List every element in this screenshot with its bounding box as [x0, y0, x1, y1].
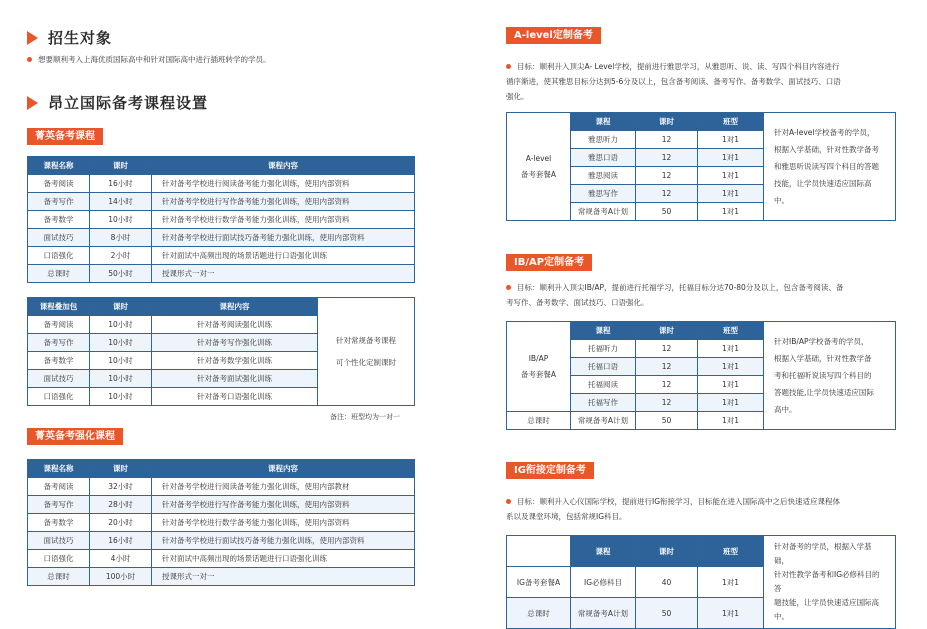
column-header: 班型: [698, 536, 764, 567]
course-content: 针对备考口语强化训练: [152, 388, 318, 406]
side-note-line: 根据入学基础，针对性教学备考: [774, 145, 879, 154]
course-name: 托福口语: [571, 358, 636, 376]
addon-side-note: [318, 298, 415, 406]
course-hours: 50小时: [90, 265, 152, 283]
course-name: 雅思阅读: [571, 167, 636, 185]
course-content: 针对备考学校进行写作备考能力强化训练，使用内部资料: [152, 496, 415, 514]
course-name: 口语强化: [28, 247, 90, 265]
course-content: 授课形式一对一: [152, 568, 415, 586]
course-name: 常规备考A计划: [571, 412, 636, 430]
course-name: 常规备考A计划: [571, 598, 636, 629]
ig-goal: [506, 494, 901, 524]
class-type: 1对1: [698, 598, 764, 629]
column-header: 课时: [636, 113, 698, 131]
elite-tag: 菁英备考课程: [27, 128, 103, 145]
column-header: 班型: [698, 322, 764, 340]
course-name: 备考写作: [28, 193, 90, 211]
course-hours: 100小时: [90, 568, 152, 586]
course-content: 授课形式一对一: [152, 265, 415, 283]
course-hours: 12: [636, 358, 698, 376]
course-content: 针对备考学校进行数学备考能力强化训练，使用内部资料: [152, 514, 415, 532]
ibap-goal-line: 考写作、备考数学、面试技巧、口语强化。: [506, 298, 649, 307]
admission-heading: [27, 27, 112, 48]
course-name: 口语强化: [28, 550, 90, 568]
course-content: 针对面试中高频出现的场景话题进行口语强化训练: [152, 247, 415, 265]
addon-remark: 备注：班型均为一对一: [330, 413, 400, 421]
table-row: [28, 568, 415, 586]
table-header-row: [507, 322, 896, 340]
side-note-line: 答题技能,让学员快速适应国际: [774, 388, 874, 397]
side-note-line: 针对备考的学员，根据入学基础，: [774, 542, 872, 565]
class-type: 1对1: [698, 412, 764, 430]
admission-text-line: [27, 54, 271, 65]
side-note-line: 高中。: [774, 405, 797, 414]
alevel-goal: [506, 59, 901, 104]
course-name: 总课时: [28, 568, 90, 586]
ibap-package-name: [507, 322, 571, 412]
addon-package-table: [27, 297, 415, 406]
total-label: 总课时: [507, 598, 571, 629]
ibap-package-table: [506, 321, 896, 430]
column-header: 课程: [571, 536, 636, 567]
triangle-bullet-icon: [27, 96, 38, 110]
table-row: [28, 247, 415, 265]
course-hours: 12: [636, 185, 698, 203]
package-name-line: 备考套餐A: [520, 169, 557, 179]
course-hours: 40: [636, 567, 698, 598]
ibap-goal-line: 目标：顺利升入顶尖IB/AP，提前进行托福学习，托福目标分达70-80分及以上，包含备考阅读、备: [517, 283, 844, 292]
course-name: 雅思口语: [571, 149, 636, 167]
table-row: [28, 193, 415, 211]
table-row: [28, 550, 415, 568]
class-type: 1对1: [698, 567, 764, 598]
course-content: 针对备考学校进行数学备考能力强化训练，使用内部资料: [152, 211, 415, 229]
course-hours: 10小时: [90, 334, 152, 352]
package-name-line: 备考套餐A: [520, 369, 557, 379]
admission-title: 招生对象: [48, 29, 113, 47]
class-type: 1对1: [698, 149, 764, 167]
class-type: 1对1: [698, 167, 764, 185]
course-hours: 50: [636, 412, 698, 430]
course-content: 针对备考数学强化训练: [152, 352, 318, 370]
column-header: 课时: [636, 536, 698, 567]
course-name: 口语强化: [28, 388, 90, 406]
table-header-row: [28, 460, 415, 478]
side-note-line: 根据入学基础，针对性教学备: [774, 354, 872, 363]
column-header: 课时: [90, 460, 152, 478]
addon-side-line: 针对常规备考课程: [336, 335, 396, 345]
ibap-goal: [506, 280, 901, 310]
side-note-line: 针对IB/AP学校备考的学员，: [774, 337, 869, 346]
class-type: 1对1: [698, 185, 764, 203]
course-name: 面试技巧: [28, 229, 90, 247]
course-content: 针对备考学校进行阅读备考能力强化训练，使用内部教材: [152, 478, 415, 496]
column-header: 课程内容: [152, 460, 415, 478]
alevel-goal-line: 目标：顺利升入顶尖A- Level学校，提前进行雅思学习，从雅思听、说、读、写四个科目内容进行: [517, 62, 840, 71]
course-content: 针对备考学校进行阅读备考能力强化训练，使用内部资料: [152, 175, 415, 193]
total-label: 总课时: [507, 412, 571, 430]
column-header: 课时: [636, 322, 698, 340]
ibap-tag: IB/AP定制备考: [506, 254, 592, 271]
courses-heading: [27, 92, 208, 113]
course-name: 备考阅读: [28, 478, 90, 496]
course-hours: 12: [636, 167, 698, 185]
column-header: 课程名称: [28, 157, 90, 175]
course-name: 雅思写作: [571, 185, 636, 203]
table-row: [28, 478, 415, 496]
column-header: 课程: [571, 113, 636, 131]
column-header: 课程内容: [152, 157, 415, 175]
course-hours: 4小时: [90, 550, 152, 568]
course-content: 针对备考写作强化训练: [152, 334, 318, 352]
course-name: 面试技巧: [28, 370, 90, 388]
alevel-package-name: [507, 113, 571, 221]
course-content: 针对备考阅读强化训练: [152, 316, 318, 334]
course-name: 托福阅读: [571, 376, 636, 394]
course-hours: 12: [636, 376, 698, 394]
course-name: 常规备考A计划: [571, 203, 636, 221]
course-hours: 12: [636, 340, 698, 358]
side-note-line: 针对性教学备考和IG必修科目的答: [774, 570, 880, 593]
dot-bullet-icon: [506, 64, 511, 69]
table-row: [28, 532, 415, 550]
course-name: 备考数学: [28, 514, 90, 532]
ig-side-note: [764, 536, 896, 629]
course-name: 备考数学: [28, 211, 90, 229]
dot-bullet-icon: [506, 285, 511, 290]
course-hours: 50: [636, 598, 698, 629]
column-header: 班型: [698, 113, 764, 131]
course-hours: 20小时: [90, 514, 152, 532]
course-name: 备考写作: [28, 334, 90, 352]
course-content: 针对备考学校进行面试技巧备考能力强化训练，使用内部资料: [152, 229, 415, 247]
alevel-goal-line: 强化。: [506, 92, 529, 101]
course-hours: 10小时: [90, 370, 152, 388]
course-hours: 12: [636, 394, 698, 412]
table-header-row: [507, 536, 896, 567]
courses-title: 昂立国际备考课程设置: [48, 94, 209, 112]
course-name: 备考写作: [28, 496, 90, 514]
ig-tag: IG衔接定制备考: [506, 462, 594, 479]
column-header: 课程: [571, 322, 636, 340]
course-name: 托福听力: [571, 340, 636, 358]
table-row: [28, 211, 415, 229]
ig-goal-line: 目标：顺利升入心仪国际学校，提前进行IG衔接学习，目标能在进入国际高中之后快速适应课程体: [517, 497, 841, 506]
ig-goal-line: 系以及课堂环境，包括常规IG科目。: [506, 512, 627, 521]
table-header-row: [28, 298, 415, 316]
course-hours: 12: [636, 149, 698, 167]
table-header-row: [507, 113, 896, 131]
course-hours: 28小时: [90, 496, 152, 514]
intensive-course-table: [27, 459, 415, 586]
course-name: 雅思听力: [571, 131, 636, 149]
column-header: 课时: [90, 157, 152, 175]
course-hours: 32小时: [90, 478, 152, 496]
class-type: 1对1: [698, 358, 764, 376]
class-type: 1对1: [698, 394, 764, 412]
admission-text: 想要顺利考入上海优质国际高中和针对国际高中进行插班转学的学员。: [38, 55, 271, 64]
ibap-side-note: [764, 322, 896, 430]
table-row: [28, 175, 415, 193]
course-hours: 16小时: [90, 175, 152, 193]
dot-bullet-icon: [27, 57, 32, 62]
addon-side-line: 可个性化定制课时: [336, 357, 396, 367]
intensive-tag: 菁英备考强化课程: [27, 428, 123, 445]
table-row: [28, 229, 415, 247]
course-name: 面试技巧: [28, 532, 90, 550]
column-header: 课程叠加包: [28, 298, 90, 316]
course-name: 总课时: [28, 265, 90, 283]
table-row: [28, 496, 415, 514]
package-name: IG备考套餐A: [507, 567, 571, 598]
class-type: 1对1: [698, 131, 764, 149]
course-hours: 10小时: [90, 388, 152, 406]
course-hours: 2小时: [90, 247, 152, 265]
course-content: 针对备考学校进行面试技巧备考能力强化训练，使用内部资料: [152, 532, 415, 550]
course-hours: 10小时: [90, 316, 152, 334]
side-note-line: 题技能，让学员快速适应国际高中。: [774, 598, 879, 621]
course-content: 针对备考学校进行写作备考能力强化训练，使用内部资料: [152, 193, 415, 211]
course-hours: 8小时: [90, 229, 152, 247]
course-name: 备考阅读: [28, 316, 90, 334]
table-header-row: [28, 157, 415, 175]
class-type: 1对1: [698, 376, 764, 394]
table-row: [28, 514, 415, 532]
dot-bullet-icon: [506, 499, 511, 504]
course-content: 针对面试中高频出现的场景话题进行口语强化训练: [152, 550, 415, 568]
course-name: 备考数学: [28, 352, 90, 370]
blank-header-cell: [507, 536, 571, 567]
package-name-line: A-level: [525, 153, 552, 163]
course-hours: 10小时: [90, 352, 152, 370]
course-content: 针对备考面试强化训练: [152, 370, 318, 388]
column-header: 课程内容: [152, 298, 318, 316]
course-hours: 50: [636, 203, 698, 221]
course-hours: 16小时: [90, 532, 152, 550]
side-note-line: 和雅思听说读写四个科目的答题: [774, 162, 879, 171]
elite-course-table: [27, 156, 415, 283]
column-header: 课程名称: [28, 460, 90, 478]
course-name: IG必修科目: [571, 567, 636, 598]
alevel-package-table: [506, 112, 896, 221]
course-name: 托福写作: [571, 394, 636, 412]
table-row: [28, 265, 415, 283]
side-note-line: 考和托福听说读写四个科目的: [774, 371, 872, 380]
class-type: 1对1: [698, 203, 764, 221]
side-note-line: 技能，让学员快速适应国际高中。: [774, 179, 872, 205]
alevel-goal-line: 循序渐进，使其雅思目标分达到5-6分及以上，包含备考阅读、备考写作、备考数学、面试技巧、口语: [506, 77, 841, 86]
package-name-line: IB/AP: [528, 353, 549, 363]
alevel-tag: A-level定制备考: [506, 27, 601, 44]
ig-package-table: [506, 535, 896, 629]
column-header: 课时: [90, 298, 152, 316]
side-note-line: 针对A-level学校备考的学员，: [774, 128, 875, 137]
alevel-side-note: [764, 113, 896, 221]
course-hours: 10小时: [90, 211, 152, 229]
course-hours: 14小时: [90, 193, 152, 211]
triangle-bullet-icon: [27, 31, 38, 45]
course-hours: 12: [636, 131, 698, 149]
course-name: 备考阅读: [28, 175, 90, 193]
class-type: 1对1: [698, 340, 764, 358]
